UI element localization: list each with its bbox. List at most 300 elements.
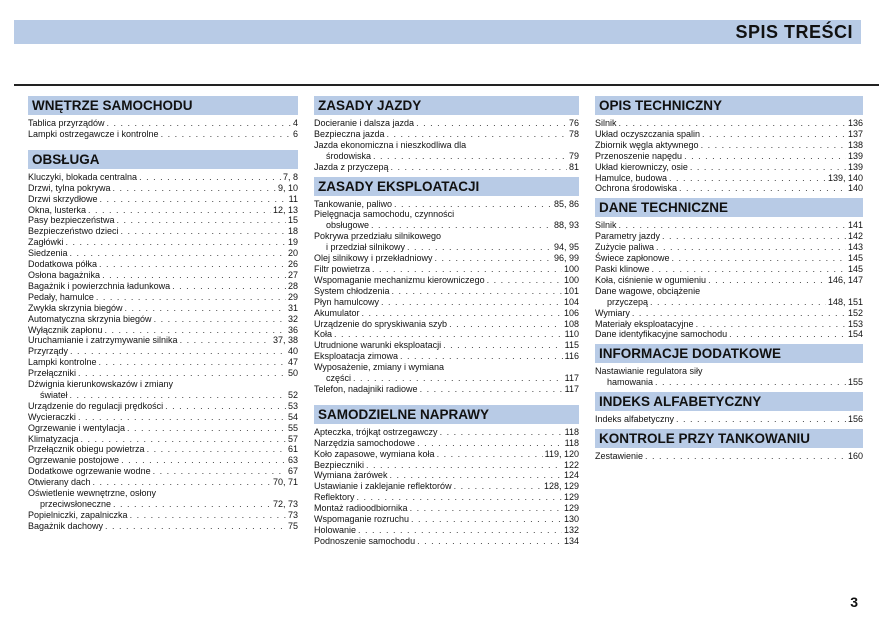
toc-entry-page: 85, 86 [553,198,579,209]
toc-entry[interactable] [595,242,863,253]
toc-entry[interactable] [28,215,298,226]
toc-entry-title: Wymiana żarówek [314,470,388,481]
toc-entry[interactable] [595,275,863,286]
toc-entry-page: 110 [564,329,579,340]
toc-entry[interactable] [314,438,579,449]
toc-entry[interactable] [314,242,579,253]
toc-entry-page: 104 [563,296,579,307]
dot-leader [153,466,286,477]
toc-entry-title: Paski klinowe [595,263,650,274]
toc-entry-title: Olej silnikowy i przekładniowy [314,253,433,264]
toc-entry[interactable] [314,340,579,351]
toc-entry[interactable] [595,264,863,275]
toc-entry[interactable] [314,209,579,220]
toc-entry-title: Płyn hamulcowy [314,296,380,307]
dot-leader [684,151,846,162]
toc-entry[interactable] [314,231,579,242]
dot-leader [454,481,542,492]
toc-entry-title: Parametry jazdy [595,231,661,242]
dot-leader [381,297,562,308]
dot-leader [656,242,846,253]
toc-entry-title: Układ kierowniczy, osie [595,161,688,172]
toc-entry[interactable] [28,172,298,183]
dot-leader [100,194,287,205]
toc-entry[interactable] [314,140,579,151]
toc-entry-page: 124 [563,470,579,481]
dot-leader [679,183,846,194]
toc-entry[interactable] [314,297,579,308]
dot-leader [487,275,562,286]
toc-entry[interactable] [28,183,298,194]
toc-entry-page: 137 [847,128,863,139]
section-heading: KONTROLE PRZY TANKOWANIU [595,429,863,448]
toc-entry[interactable] [314,151,579,162]
dot-leader [121,455,286,466]
dot-leader [70,390,286,401]
toc-entry[interactable] [28,521,298,532]
dot-leader [411,514,562,525]
title-bar [14,20,861,44]
page-title: SPIS TREŚCI [735,22,853,42]
toc-entry-title: Nastawianie regulatora siły [595,366,703,377]
section-entries [595,217,863,340]
toc-entry[interactable] [314,199,579,210]
page-number: 3 [850,594,858,610]
toc-entry[interactable] [314,220,579,231]
section-heading: SAMODZIELNE NAPRAWY [314,405,579,424]
toc-entry[interactable] [314,351,579,362]
toc-entry-page: 32 [287,313,298,324]
dot-leader [113,499,271,510]
toc-entry-title: Drzwi, tylna pokrywa [28,182,111,193]
toc-entry-title: Urządzenie do spryskiwania szyb [314,318,448,329]
toc-entry-page: 67 [287,466,298,477]
toc-entry[interactable] [314,286,579,297]
toc-entry[interactable] [595,151,863,162]
toc-entry[interactable] [314,525,579,536]
toc-entry-page: 73 [287,509,298,520]
toc-entry[interactable] [314,470,579,481]
toc-entry-page: 4 [292,118,298,128]
toc-entry[interactable] [28,226,298,237]
toc-entry-title: Wymiary [595,307,630,318]
toc-entry-page: 152 [847,307,863,318]
toc-entry-page: 27 [287,269,298,280]
toc-entry-page: 15 [287,215,298,226]
toc-entry-page: 100 [563,274,579,285]
toc-entry-page: 79 [568,150,579,161]
toc-entry-title: Bezpieczna jazda [314,128,385,139]
toc-entry-title: Okna, lusterka [28,204,87,215]
toc-entry-title: Bagażnik dachowy [28,520,104,531]
toc-entry[interactable] [28,390,298,401]
toc-entry[interactable] [28,118,298,129]
toc-entry-page: 20 [287,248,298,259]
section-entries [314,115,579,173]
toc-entry[interactable] [28,379,298,390]
toc-entry[interactable] [595,297,863,308]
dot-leader [78,368,286,379]
section-entries [314,424,579,547]
toc-entry[interactable] [28,281,298,292]
toc-entry-page: 130 [563,514,579,525]
toc-entry-title: Dodatkowe ogrzewanie wodne [28,466,151,477]
toc-entry-title: świateł [40,389,68,400]
toc-entry-page: 117 [564,383,579,394]
toc-column-2 [314,96,579,547]
toc-entry-page: 146, 147 [827,274,863,285]
toc-entry[interactable] [314,129,579,140]
toc-entry[interactable] [595,140,863,151]
toc-entry[interactable] [314,319,579,330]
toc-entry[interactable] [314,514,579,525]
toc-entry-title: Holowanie [314,525,357,535]
toc-entry-page: 116 [564,351,579,362]
toc-entry[interactable] [28,346,298,357]
toc-entry-page: 28 [287,280,298,291]
dot-leader [619,118,846,129]
toc-entry[interactable] [28,412,298,423]
toc-entry[interactable] [28,466,298,477]
toc-entry-title: Wyłącznik zapłonu [28,324,103,335]
toc-entry[interactable] [28,455,298,466]
toc-entry-page: 106 [563,307,579,318]
toc-entry-page: 76 [568,118,579,128]
toc-entry[interactable] [28,434,298,445]
dot-leader [652,264,846,275]
toc-entry[interactable] [28,357,298,368]
toc-entry[interactable] [595,253,863,264]
dot-leader [104,325,286,336]
toc-entry-page: 6 [292,128,298,139]
toc-entry[interactable] [314,503,579,514]
toc-entry-page: 153 [847,318,863,329]
toc-entry-title: Oświetlenie wewnętrzne, osłony [28,488,157,499]
toc-entry-title: Ogrzewanie postojowe [28,455,120,466]
dot-leader [632,308,846,319]
dot-leader [729,329,846,340]
dot-leader [366,460,562,471]
dot-leader [394,199,552,210]
toc-entry[interactable] [28,488,298,499]
dot-leader [407,242,552,253]
section-heading: ZASADY EKSPLOATACJI [314,177,579,196]
toc-entry-title: Przełączniki [28,368,77,379]
dot-leader [66,237,286,248]
toc-entry[interactable] [28,248,298,259]
toc-entry-title: Lampki ostrzegawcze i kontrolne [28,128,159,139]
section-heading: DANE TECHNICZNE [595,198,863,217]
dot-leader [676,414,846,425]
toc-entry[interactable] [28,205,298,216]
dot-leader [93,477,271,488]
toc-entry-title: Zwykła skrzynia biegów [28,302,123,313]
toc-entry-page: 122 [563,459,579,470]
toc-entry-page: 26 [287,259,298,270]
toc-entry[interactable] [595,308,863,319]
toc-entry[interactable] [595,366,863,377]
toc-entry[interactable] [595,183,863,194]
toc-entry[interactable] [314,362,579,373]
toc-entry-title: Telefon, nadajniki radiowe [314,383,418,394]
dot-leader [172,281,286,292]
toc-entry-title: Eksploatacja zimowa [314,351,399,362]
section-heading: OPIS TECHNICZNY [595,96,863,115]
toc-entry-page: 145 [847,253,863,264]
dot-leader [437,449,543,460]
toc-entry[interactable] [595,329,863,340]
dot-leader [416,118,567,129]
toc-entry-page: 18 [287,226,298,237]
toc-entry-page: 118 [564,426,579,437]
toc-entry-title: Pokrywa przedziału silnikowego [314,231,442,242]
toc-entry-page: 155 [847,377,863,388]
dot-leader [373,151,567,162]
toc-entry-page: 9, 10 [277,182,298,193]
toc-entry-page: 81 [568,161,579,172]
dot-leader [125,303,286,314]
toc-entry-title: Bagażnik i powierzchnia ładunkowa [28,280,171,291]
toc-entry-title: Apteczka, trójkąt ostrzegawczy [314,426,438,437]
toc-entry-title: Automatyczna skrzynia biegów [28,313,152,324]
dot-leader [645,451,846,462]
toc-entry[interactable] [314,373,579,384]
toc-entry-page: 61 [287,444,298,455]
section-heading: WNĘTRZE SAMOCHODU [28,96,298,115]
toc-entry[interactable] [314,427,579,438]
toc-entry-page: 47 [287,357,298,368]
toc-entry[interactable] [595,129,863,140]
toc-entry-title: Przełącznik obiegu powietrza [28,444,145,455]
toc-entry[interactable] [28,303,298,314]
toc-entry[interactable] [28,194,298,205]
dot-leader [99,357,286,368]
toc-entry[interactable] [314,308,579,319]
dot-leader [105,521,286,532]
toc-entry-title: Jazda ekonomiczna i nieszkodliwa dla [314,139,467,150]
section-entries [314,196,579,395]
toc-entry-title: Zagłówki [28,237,64,248]
toc-entry[interactable] [314,384,579,395]
dot-leader [701,140,846,151]
toc-entry-title: Siedzenia [28,248,68,259]
toc-entry-page: 52 [287,389,298,400]
toc-entry-title: Ogrzewanie i wentylacja [28,422,126,433]
toc-entry-page: 40 [287,346,298,357]
toc-entry-page: 54 [287,411,298,422]
dot-leader [102,270,286,281]
toc-entry-page: 55 [287,422,298,433]
toc-entry[interactable] [28,477,298,488]
toc-entry-title: Koła, ciśnienie w ogumieniu [595,274,707,285]
toc-column-3 [595,96,863,462]
toc-entry-title: przeciwsłoneczne [40,499,112,509]
toc-entry[interactable] [28,423,298,434]
section-heading: ZASADY JAZDY [314,96,579,115]
dot-leader [362,308,562,319]
toc-entry[interactable] [28,129,298,140]
dot-leader [88,205,271,216]
dot-leader [708,275,826,286]
toc-entry[interactable] [595,118,863,129]
section-entries [28,115,298,140]
toc-entry-title: Bezpieczniki [314,459,365,470]
toc-entry-page: 136 [847,118,863,128]
toc-entry-page: 50 [287,368,298,379]
toc-entry-title: Akumulator [314,307,360,318]
toc-entry[interactable] [28,510,298,521]
toc-entry[interactable] [314,449,579,460]
toc-entry[interactable] [28,335,298,346]
toc-column-1 [28,96,298,532]
toc-entry[interactable] [595,414,863,425]
toc-entry-title: Materiały eksploatacyjne [595,318,694,329]
toc-entry-title: Podnoszenie samochodu [314,535,416,546]
toc-entry[interactable] [595,220,863,231]
toc-entry-title: Bezpieczeństwo dzieci [28,226,119,237]
toc-entry-title: Jazda z przyczepą [314,161,389,172]
toc-entry-title: Dane identyfikacyjne samochodu [595,329,728,340]
toc-entry-title: Przyrządy [28,346,69,357]
header-rule [14,84,879,86]
toc-entry-page: 132 [563,525,579,535]
toc-entry[interactable] [28,325,298,336]
toc-entry-title: Pedały, hamulce [28,291,94,302]
toc-entry-title: Docieranie i dalsza jazda [314,118,415,128]
toc-entry[interactable] [314,329,579,340]
toc-entry-title: Przenoszenie napędu [595,150,683,161]
toc-entry-title: Silnik [595,220,617,231]
toc-entry[interactable] [314,275,579,286]
toc-entry-title: środowiska [326,150,372,161]
toc-entry[interactable] [595,231,863,242]
dot-leader [130,510,286,521]
section-entries [595,115,863,194]
toc-entry-page: 154 [847,329,863,340]
toc-entry-title: Tablica przyrządów [28,118,105,128]
dot-leader [650,297,826,308]
section-entries [28,169,298,532]
toc-entry-title: Ochrona środowiska [595,183,678,194]
dot-leader [440,427,563,438]
toc-entry-title: Montaż radioodbiornika [314,503,408,514]
toc-entry[interactable] [314,162,579,173]
toc-entry[interactable] [314,253,579,264]
toc-entry-title: Kluczyki, blokada centralna [28,171,138,182]
toc-entry-page: 12, 13 [272,204,298,215]
toc-entry[interactable] [595,162,863,173]
dot-leader [371,220,552,231]
dot-leader [420,384,563,395]
toc-entry-page: 7, 8 [282,171,298,182]
toc-entry[interactable] [28,259,298,270]
dot-leader [410,503,562,514]
toc-entry[interactable] [314,264,579,275]
toc-entry-title: Wspomaganie mechanizmu kierowniczego [314,274,485,285]
toc-entry-page: 156 [847,414,863,425]
section-entries [595,363,863,388]
toc-entry-page: 141 [847,220,863,231]
toc-entry[interactable] [28,444,298,455]
dot-leader [655,377,846,388]
dot-leader [372,264,562,275]
toc-entry[interactable] [314,118,579,129]
toc-entry-title: Dźwignia kierunkowskazów i zmiany [28,379,174,390]
toc-entry-title: Świece zapłonowe [595,253,670,264]
dot-leader [165,401,286,412]
toc-entry[interactable] [595,377,863,388]
toc-entry[interactable] [314,536,579,547]
toc-entry-title: Uruchamianie i zatrzymywanie silnika [28,335,178,346]
dot-leader [387,129,567,140]
toc-entry[interactable] [28,314,298,325]
toc-entry[interactable] [314,492,579,503]
toc-entry-title: Ustawianie i zaklejanie reflektorów [314,481,452,492]
toc-entry-title: Wspomaganie rozruchu [314,514,410,525]
toc-entry-page: 115 [564,340,579,351]
toc-entry-page: 101 [563,285,579,296]
toc-entry-title: Drzwi skrzydłowe [28,193,98,204]
toc-entry-title: i przedział silnikowy [326,242,406,253]
dot-leader [619,220,846,231]
toc-entry-title: Koło zapasowe, wymiana koła [314,448,435,459]
toc-entry-title: Hamulce, budowa [595,172,668,183]
toc-entry-page: 142 [847,231,863,242]
toc-entry[interactable] [595,451,863,462]
dot-leader [99,259,286,270]
toc-entry-title: System chłodzenia [314,285,390,296]
toc-entry[interactable] [595,319,863,330]
toc-entry-page: 119, 120 [544,448,579,459]
toc-entry-title: Zestawienie [595,451,644,462]
dot-leader [391,162,567,173]
toc-entry-title: Indeks alfabetyczny [595,414,675,425]
toc-entry-title: Układ oczyszczania spalin [595,128,701,139]
toc-entry[interactable] [314,460,579,471]
dot-leader [702,129,846,140]
toc-entry-page: 11 [288,193,298,204]
toc-entry-page: 31 [287,302,298,313]
toc-entry[interactable] [28,401,298,412]
toc-entry[interactable] [595,286,863,297]
dot-leader [669,173,826,184]
dot-leader [81,434,286,445]
toc-entry-title: Silnik [595,118,617,128]
dot-leader [154,314,286,325]
toc-entry-page: 72, 73 [272,499,298,509]
dot-leader [127,423,286,434]
toc-entry[interactable] [595,173,863,184]
toc-entry-title: Popielniczki, zapalniczka [28,509,128,520]
dot-leader [392,286,562,297]
toc-entry-page: 75 [287,520,298,531]
toc-entry-page: 117 [564,373,579,384]
toc-entry[interactable] [28,237,298,248]
toc-entry-page: 139, 140 [827,172,863,183]
toc-entry-title: części [326,373,352,384]
toc-entry-page: 140 [847,183,863,194]
toc-entry[interactable] [28,499,298,510]
toc-entry-title: Lampki kontrolne [28,357,97,368]
toc-entry-page: 96, 99 [553,253,579,264]
toc-entry[interactable] [28,270,298,281]
toc-entry[interactable] [28,292,298,303]
dot-leader [121,226,286,237]
dot-leader [690,162,846,173]
toc-entry[interactable] [28,368,298,379]
toc-entry-page: 134 [563,535,579,546]
toc-entry[interactable] [314,481,579,492]
